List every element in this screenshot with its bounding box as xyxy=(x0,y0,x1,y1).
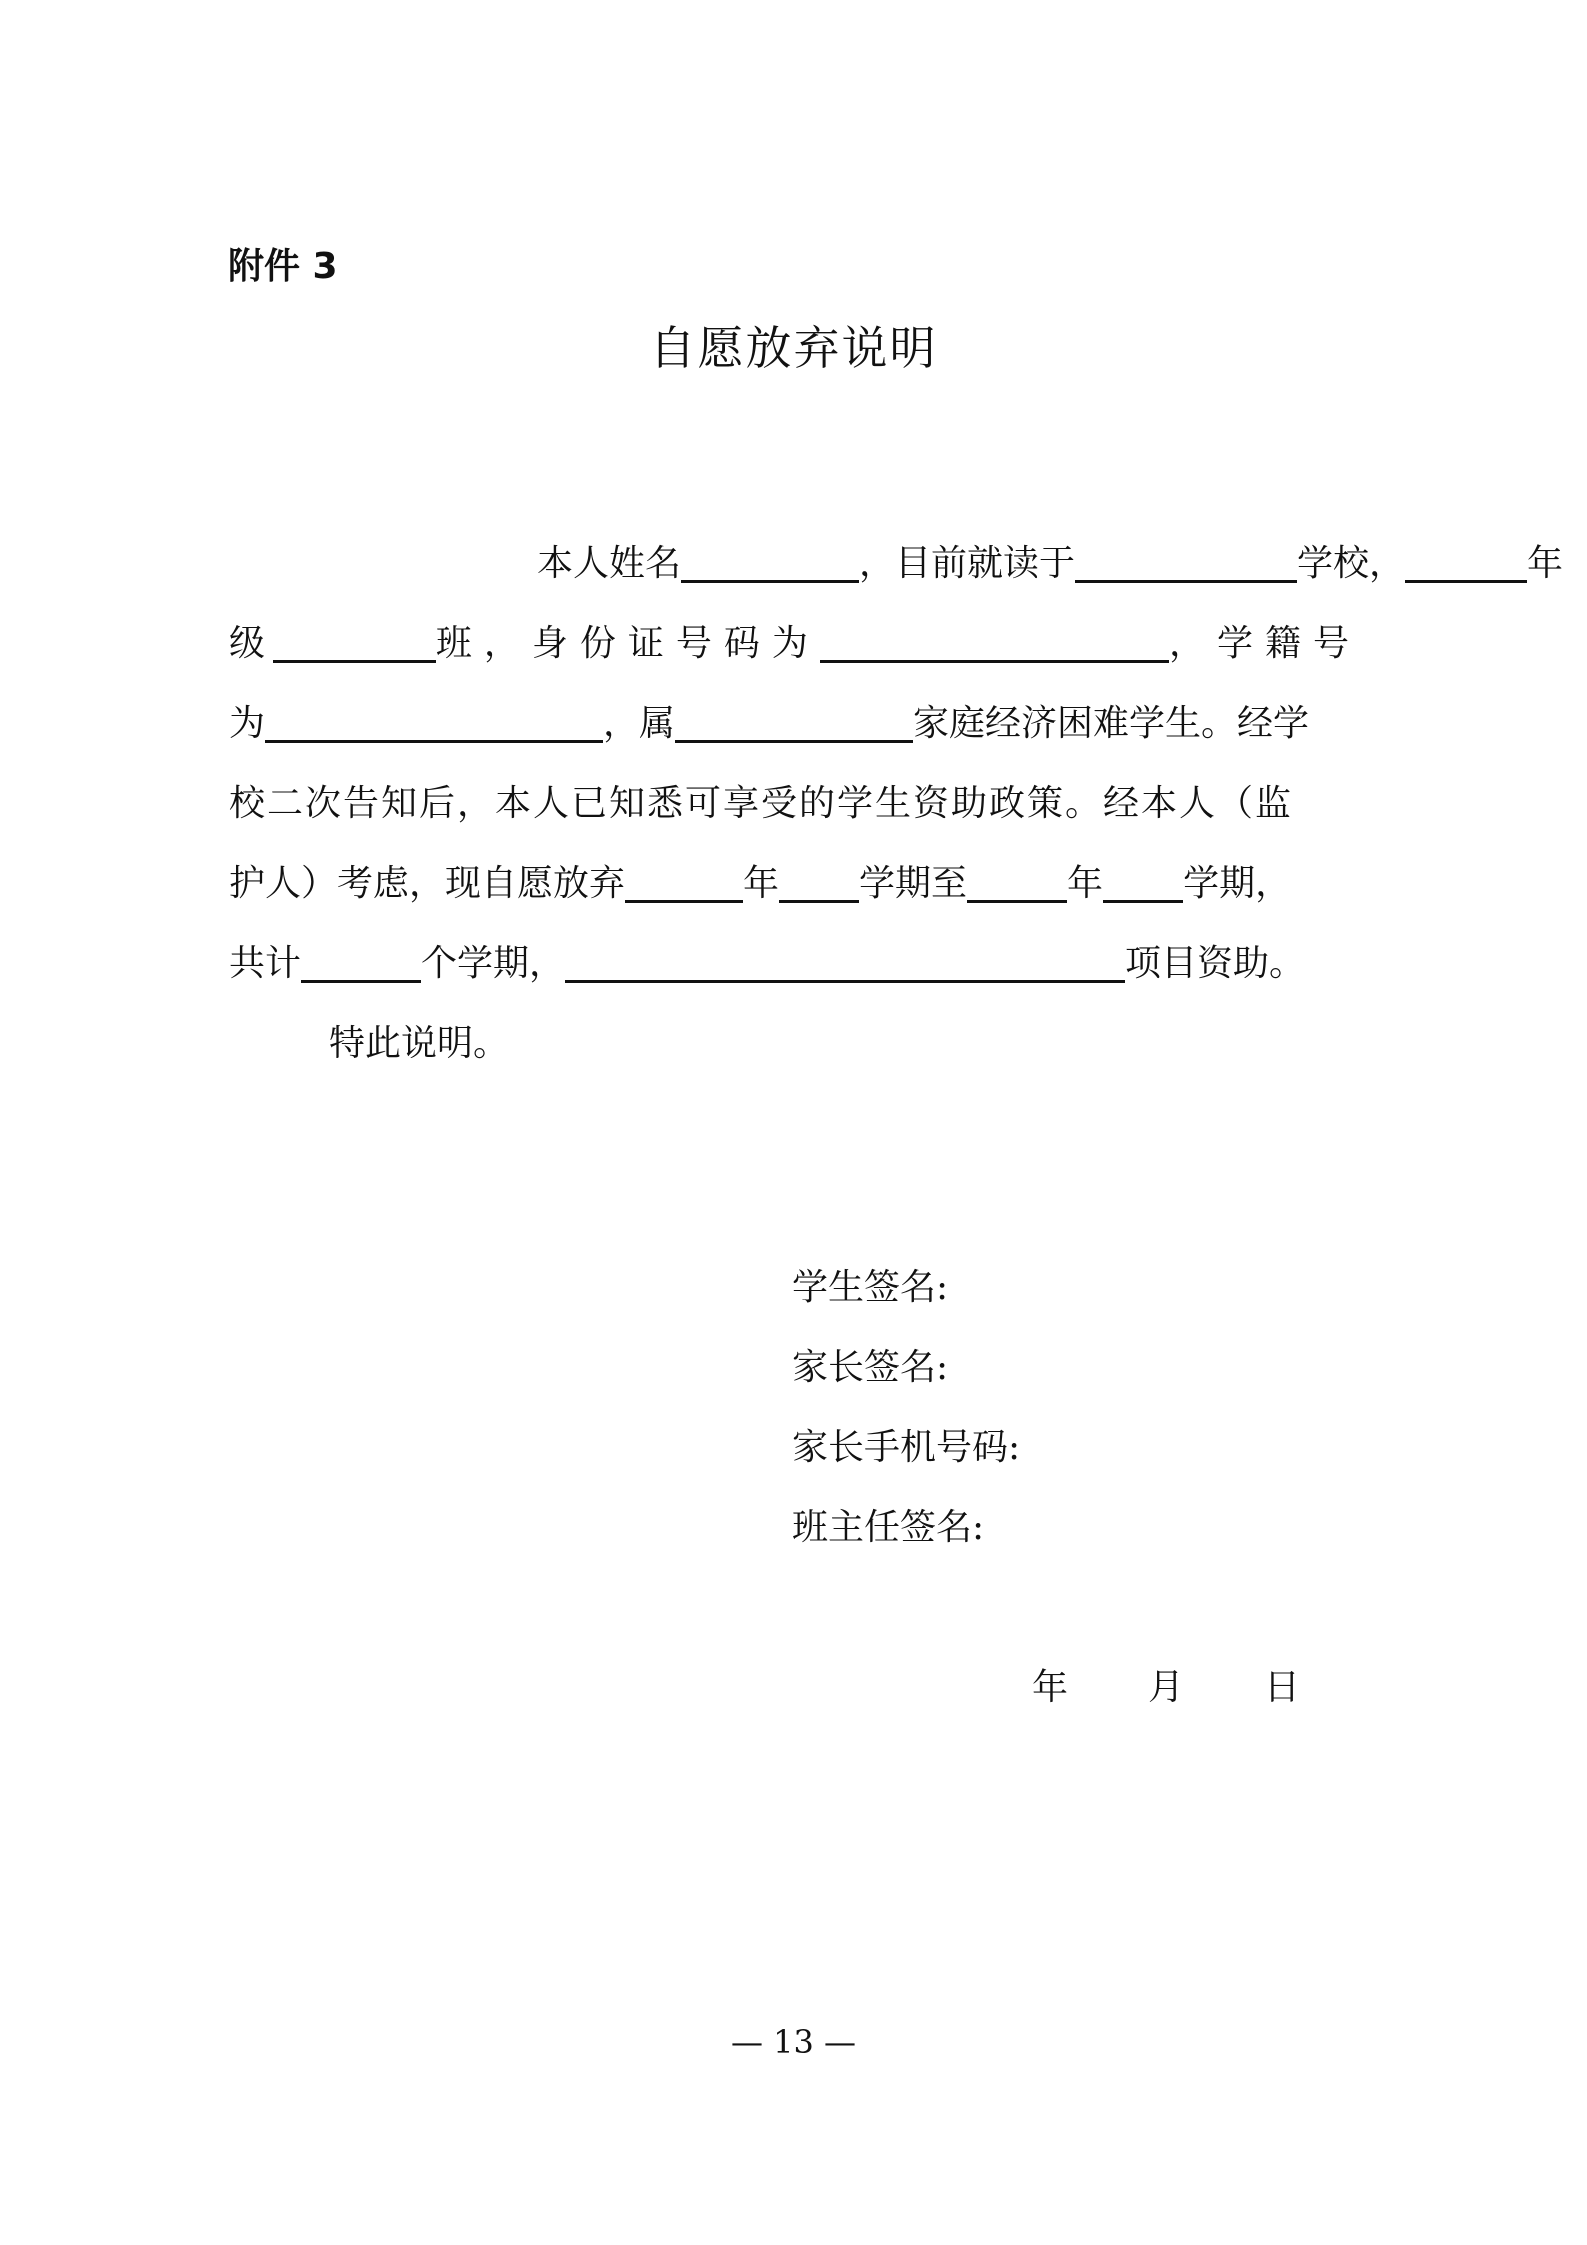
text-consider: 护人）考虑，现自愿放弃 xyxy=(229,863,626,904)
start-term-blank[interactable] xyxy=(779,866,859,903)
text-student-id-label: ，学籍号 xyxy=(1168,623,1361,664)
student-id-blank[interactable] xyxy=(265,706,603,743)
text-school-label: ，目前就读于 xyxy=(859,543,1076,584)
text-year-end: 年 xyxy=(1067,863,1104,904)
text-term-end: 学期， xyxy=(1183,863,1292,904)
school-name-blank[interactable] xyxy=(1075,546,1297,583)
page-number: — 13 — xyxy=(730,2023,857,2061)
student-signature-label: 学生签名: xyxy=(792,1267,949,1308)
text-school-suffix: 学校， xyxy=(1297,543,1406,584)
paragraph-line-1 xyxy=(458,524,1587,604)
text-program-aid: 项目资助。 xyxy=(1125,943,1306,984)
text-terms: 个学期， xyxy=(421,943,566,984)
end-term-blank[interactable] xyxy=(1103,866,1183,903)
closing-text: 特此说明。 xyxy=(329,1023,510,1064)
text-line-4: 校二次告知后，本人已知悉可享受的学生资助政策。经本人（监 xyxy=(229,783,1294,824)
text-for: 为 xyxy=(229,703,266,744)
text-year: 年 xyxy=(1527,543,1564,584)
text-id-label: 班，身份证号码为 xyxy=(435,623,820,664)
start-year-blank[interactable] xyxy=(625,866,743,903)
document-title: 自愿放弃说明 xyxy=(649,321,938,375)
paragraph-line-7 xyxy=(329,1004,509,1084)
date-day: 日 xyxy=(1264,1667,1301,1708)
text-belongs: ，属 xyxy=(603,703,676,744)
date-line xyxy=(1032,1648,1300,1728)
attachment-label: 附件 3 xyxy=(228,246,338,287)
id-number-blank[interactable] xyxy=(820,626,1169,663)
term-count-blank[interactable] xyxy=(301,946,421,983)
difficulty-level-blank[interactable] xyxy=(675,706,913,743)
paragraph-line-6 xyxy=(229,924,1361,1004)
end-year-blank[interactable] xyxy=(967,866,1067,903)
class-blank[interactable] xyxy=(273,626,436,663)
paragraph-line-5 xyxy=(229,844,1361,924)
text-total: 共计 xyxy=(229,943,302,984)
parent-signature-label: 家长签名: xyxy=(792,1347,949,1388)
parent-phone-label: 家长手机号码: xyxy=(792,1427,1021,1468)
head-teacher-signature-label: 班主任签名: xyxy=(792,1507,985,1548)
text-name-label: 本人姓名 xyxy=(537,543,682,584)
paragraph-line-4 xyxy=(229,764,1361,844)
text-year-start: 年 xyxy=(743,863,780,904)
date-year: 年 xyxy=(1032,1667,1069,1708)
student-name-blank[interactable] xyxy=(681,546,859,583)
date-month: 月 xyxy=(1148,1667,1185,1708)
program-name-blank[interactable] xyxy=(565,946,1125,983)
paragraph-line-2 xyxy=(229,604,1361,684)
text-grade: 级 xyxy=(229,623,266,664)
text-term-to: 学期至 xyxy=(859,863,968,904)
text-family-difficulty: 家庭经济困难学生。经学 xyxy=(913,703,1310,744)
grade-year-blank[interactable] xyxy=(1405,546,1527,583)
paragraph-line-3 xyxy=(229,684,1361,764)
